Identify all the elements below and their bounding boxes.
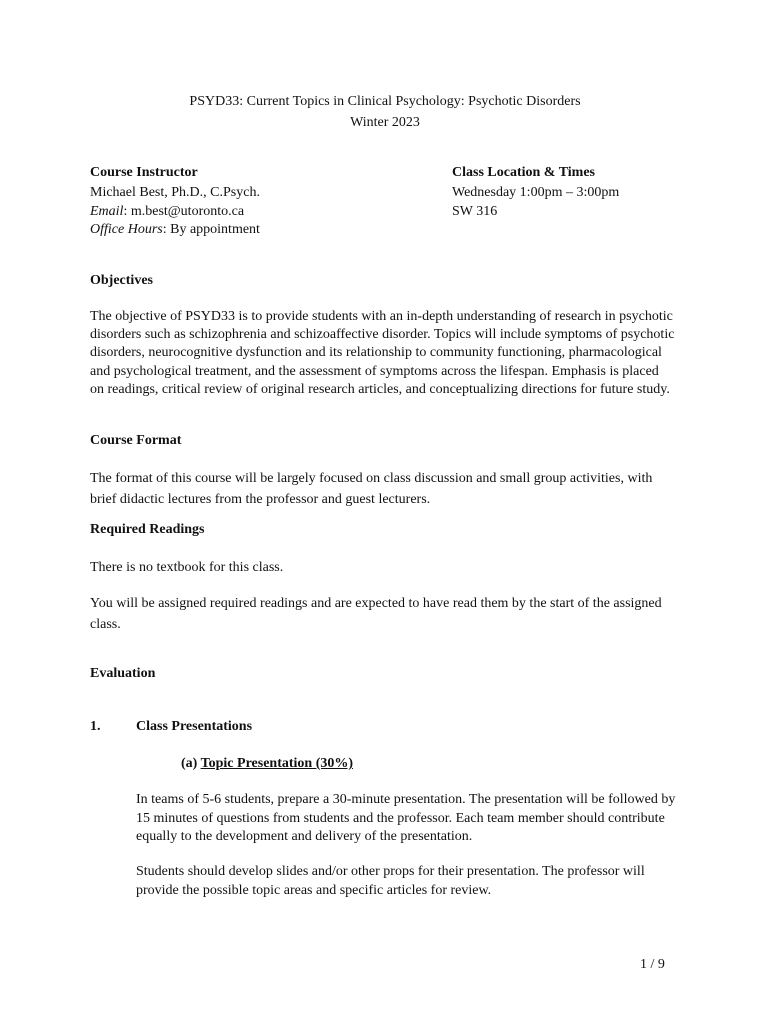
objectives-text: The objective of PSYD33 is to provide students with an in-depth understanding of research in psychotic disorders such as schizophrenia and schizoaffective disorder. Topics will include symptoms of psychotic disorders, neurocognitive dysfunction and its relationship to community functioning, pharmacological and psychological treatment, and the assessment of symptoms across the lifespan. Emphasis is placed on readings, critical review of original research articles, and conceptualizing directions for future study. [90, 309, 675, 397]
readings-text-2: You will be assigned required readings and are expected to have read them by the start of the assigned class. [90, 596, 662, 632]
presentation-para-2: Students should develop slides and/or other props for their presentation. The professor will provide the possible topic areas and specific articles for review. [136, 864, 645, 898]
topic-presentation-heading [181, 755, 353, 773]
instructor-hours [90, 221, 260, 239]
email-value: : m.best@utoronto.ca [123, 204, 245, 219]
sub-title: Topic Presentation (30%) [200, 756, 354, 771]
presentation-para-1: In teams of 5-6 students, prepare a 30-minute presentation. The presentation will be followed by 15 minutes of questions from students and the professor. Each team member should contribute equally to the development and delivery of the presentation. [136, 792, 676, 844]
instructor-email [90, 203, 244, 221]
page-number: 1 / 9 [640, 957, 665, 972]
location-time: Wednesday 1:00pm – 3:00pm [452, 185, 620, 200]
evaluation-item-number: 1. [90, 719, 101, 734]
format-text: The format of this course will be largely focused on class discussion and small group activities, with brief didactic lectures from the professor and guest lecturers. [90, 471, 653, 507]
course-title: PSYD33: Current Topics in Clinical Psychology: Psychotic Disorders [189, 94, 581, 109]
email-label: Email [90, 204, 124, 219]
course-term: Winter 2023 [350, 115, 420, 130]
readings-heading: Required Readings [90, 522, 205, 537]
readings-text-1: There is no textbook for this class. [90, 560, 284, 575]
format-heading: Course Format [90, 433, 182, 448]
instructor-heading: Course Instructor [90, 165, 198, 180]
location-room: SW 316 [452, 204, 498, 219]
instructor-name: Michael Best, Ph.D., C.Psych. [90, 185, 260, 200]
hours-value: : By appointment [162, 222, 260, 237]
sub-label: (a) [181, 756, 198, 771]
hours-label: Office Hours [90, 222, 163, 237]
location-heading: Class Location & Times [452, 165, 595, 180]
evaluation-item-title: Class Presentations [136, 719, 253, 734]
evaluation-heading: Evaluation [90, 666, 156, 681]
objectives-heading: Objectives [90, 273, 153, 288]
